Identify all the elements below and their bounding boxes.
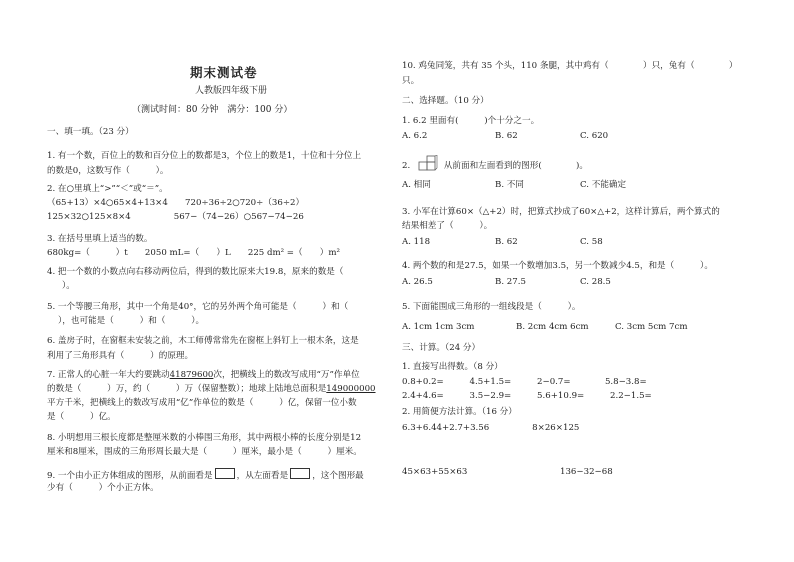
choice-1-option-b: B. 62: [495, 131, 518, 141]
calc-2-row1: 6.3+6.44+2.7+3.56 8×26×125: [402, 423, 580, 433]
choice-2: 从前面和左面看到的图形( )。: [418, 161, 588, 171]
q9-line2: 少有（ ）个小正方体。: [47, 483, 159, 493]
choice-2-option-c: C. 不能确定: [580, 180, 627, 190]
edition: 人教版四年级下册: [195, 86, 268, 96]
choice-1-option-c: C. 620: [580, 131, 609, 141]
section-1-heading: 一、填一填。（23 分）: [47, 127, 134, 137]
choice-5-option-c: C. 3cm 5cm 7cm: [615, 322, 688, 332]
q6-line2: 利用了三角形具有（ ）的原理。: [47, 351, 194, 361]
q5-line1: 5. 一个等腰三角形，其中一个角是40°，它的另外两个角可能是（ ）和（: [47, 302, 349, 312]
choice-4-option-a: A. 26.5: [402, 277, 433, 287]
q10-line2: 只。: [402, 76, 420, 86]
calc-1-row2: 2.4+4.6= 3.5−2.9= 5.6+10.9= 2.2−1.5=: [402, 391, 652, 401]
choice-4-option-b: B. 27.5: [495, 277, 526, 287]
q4-line2: ）。: [62, 281, 75, 291]
q8-line2: 厘米和8厘米，围成的三角形周长最大是（ ）厘米，最小是（ ）厘米。: [47, 447, 362, 457]
choice-3-option-c: C. 58: [580, 237, 603, 247]
exam-info: （测试时间：80 分钟 满分：100 分）: [132, 105, 293, 115]
q9-line1: 9. 一个由小正方体组成的图形，从前面看是 ，从左面看是 ，这个图形最: [47, 468, 364, 482]
choice-4-option-c: C. 28.5: [580, 277, 611, 287]
calc-2-problem-3: 45×63+55×63: [402, 467, 468, 477]
q10-line1: 10. 鸡兔同笼，共有 35 个头，110 条腿，其中鸡有（ ）只，兔有（ ）: [402, 61, 738, 71]
q7-line3: 平方千米，把横线上的数改写成用“亿”作单位的数是（ ）亿，保留一位小数: [47, 398, 357, 408]
q7-line2: 的数是（ ）万，约（ ）万（保留整数）；地球上陆地总面积是149000000: [47, 384, 376, 394]
section-2-heading: 二、选择题。（10 分）: [402, 96, 489, 106]
q1-line2: 的数是0，这数写作（ ）。: [47, 166, 169, 176]
left-view-shape-icon: [290, 468, 310, 479]
underlined-number: 41879600: [169, 370, 214, 380]
q7-line1: 7. 正常人的心脏一年大约要跳动41879600次，把横线上的数改写成用“万”作单位: [47, 370, 360, 380]
q6-line1: 6. 盖房子时，在窗框未安装之前，木工师傅常常先在窗框上斜钉上一根木条，这是: [47, 336, 359, 346]
page-title: 期末测试卷: [190, 65, 258, 80]
q4-line1: 4. 把一个数的小数点向右移动两位后，得到的数比原来大19.8，原来的数是（: [47, 267, 344, 277]
choice-3-line1: 3. 小军在计算60×（△+2）时，把算式抄成了60×△+2，这样计算后，两个算式的: [402, 207, 720, 217]
calc-2-problem-4: 136−32−68: [560, 467, 613, 477]
q3-line: 3. 在括号里填上适当的数。: [47, 234, 153, 244]
choice-3-option-b: B. 62: [495, 237, 518, 247]
q2-line: 2. 在○里填上“>”“＜”或“＝”。: [47, 184, 168, 194]
underlined-number: 149000000: [326, 384, 376, 394]
calc-1-row1: 0.8+0.2= 4.5+1.5= 2−0.7= 5.8−3.8=: [402, 377, 647, 387]
choice-5-option-b: B. 2cm 4cm 6cm: [516, 322, 589, 332]
calc-2-heading: 2. 用简便方法计算。（16 分）: [402, 407, 517, 417]
q3-row: 680kg=（ ）t 2050 mL=（ ）L 225 dm² =（ ）m²: [47, 248, 340, 258]
choice-3-option-a: A. 118: [402, 237, 431, 247]
section-3-heading: 三、计算。（24 分）: [402, 343, 481, 353]
choice-3-line2: 结果相差了（ ）。: [402, 221, 493, 231]
q8-line1: 8. 小明想用三根长度都是整厘米数的小棒围三角形，其中两根小棒的长度分别是12: [47, 433, 362, 443]
q1-line1: 1. 有一个数，百位上的数和百分位上的数都是3，个位上的数是1，十位和十分位上: [47, 151, 362, 161]
choice-2-option-a: A. 相同: [402, 180, 431, 190]
q5-line2: ），也可能是（ ）和（ ）。: [58, 316, 205, 326]
calc-1-heading: 1. 直接写出得数。（8 分）: [402, 362, 503, 372]
q2-row1: （65+13）×4○65×4+13×4 720÷36÷2○720÷（36÷2）: [47, 198, 305, 208]
choice-5: 5. 下面能围成三角形的一组线段是（ ）。: [402, 302, 581, 312]
choice-5-option-a: A. 1cm 1cm 3cm: [402, 322, 475, 332]
choice-2-option-b: B. 不同: [495, 180, 524, 190]
front-view-shape-icon: [215, 468, 235, 479]
q7-line4: 是（ ）亿。: [47, 412, 116, 422]
choice-4: 4. 两个数的和是27.5，如果一个数增加3.5，另一个数减少4.5，和是（ ）。: [402, 261, 713, 271]
choice-1-option-a: A. 6.2: [402, 131, 428, 141]
choice-2-number: 2.: [402, 161, 411, 171]
choice-1: 1. 6.2 里面有( )个十分之一。: [402, 116, 540, 126]
q2-row2: 125×32○125×8×4 567−（74−26）○567−74−26: [47, 212, 304, 222]
